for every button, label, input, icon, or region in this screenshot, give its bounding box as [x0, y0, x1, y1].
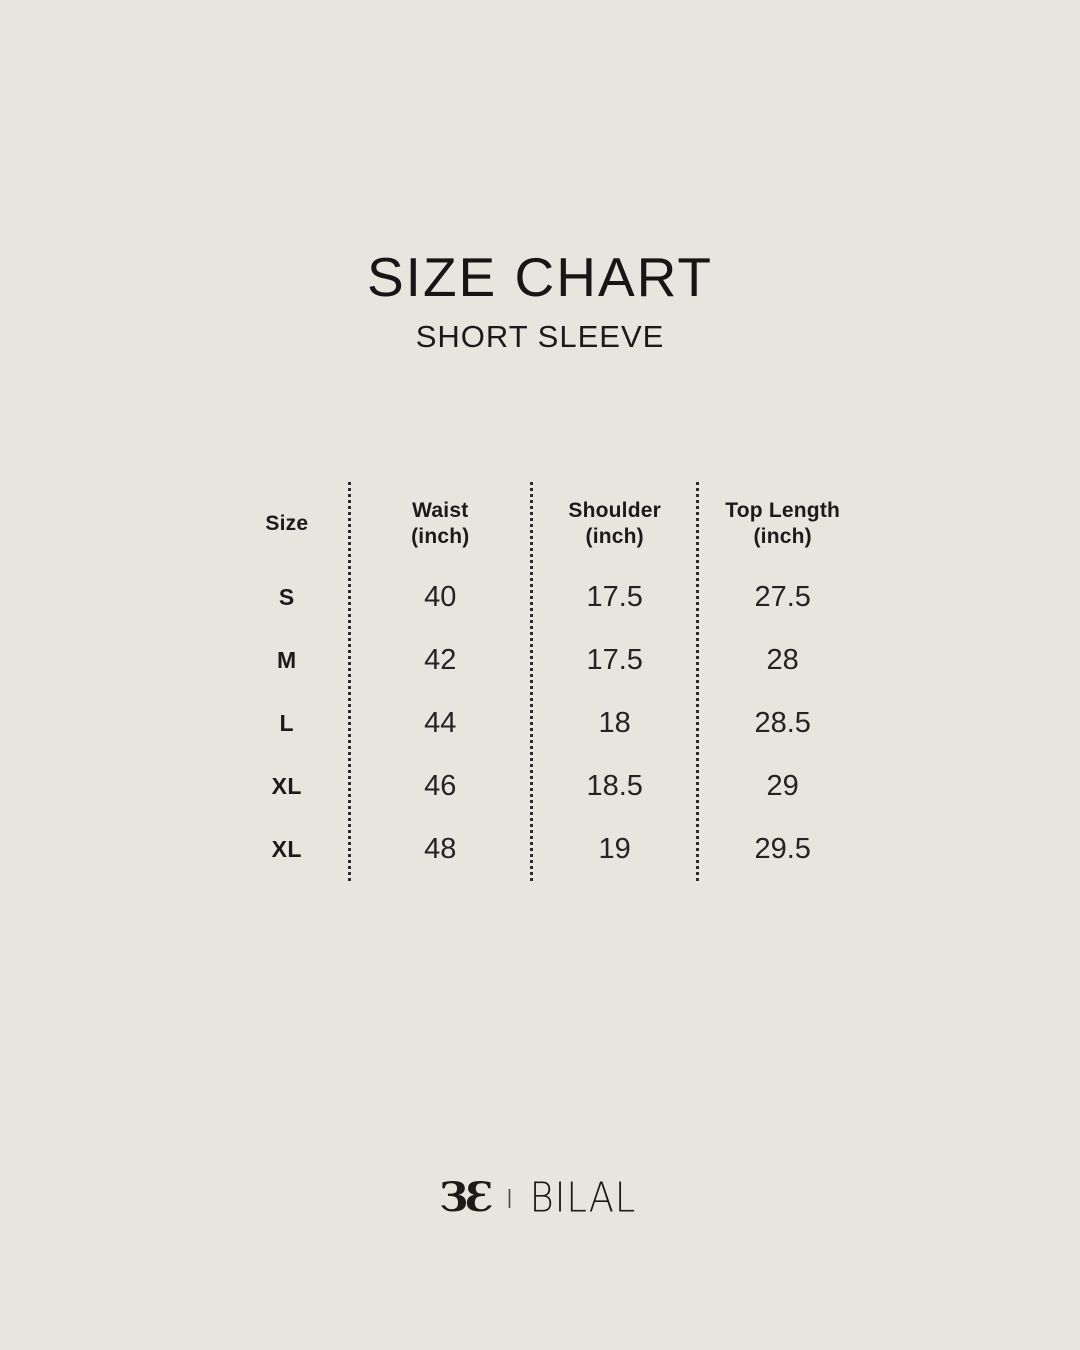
waist-value: 40 [424, 581, 457, 613]
brand-monogram-icon: Ɛ Ɛ [439, 1174, 494, 1221]
waist-value: 46 [424, 770, 457, 802]
top-length-value: 29.5 [754, 833, 811, 865]
waist-value: 48 [424, 833, 457, 865]
shoulder-value: 19 [598, 833, 631, 865]
column-header-unit: (inch) [753, 525, 812, 548]
column-waist [348, 482, 530, 881]
top-length-value: 29 [766, 770, 799, 802]
size-label: M [276, 647, 297, 673]
column-shoulder [530, 482, 696, 881]
size-label: XL [271, 836, 302, 862]
waist-value: 44 [424, 707, 457, 739]
logo-separator: | [506, 1187, 513, 1209]
shoulder-value: 18 [598, 707, 631, 739]
brand-footer [0, 1174, 1080, 1222]
title-block [0, 0, 1080, 352]
column-header-label: Waist [412, 499, 469, 522]
page-title: SIZE CHART [367, 246, 713, 308]
column-header-top-length [699, 482, 866, 566]
size-label: XL [271, 773, 302, 799]
column-header-label: Shoulder [568, 499, 661, 522]
size-label: S [278, 584, 295, 610]
page-subtitle: SHORT SLEEVE [415, 319, 665, 354]
column-header-label: Top Length [725, 499, 841, 522]
column-top-length [696, 482, 866, 881]
waist-value: 42 [424, 644, 457, 676]
top-length-value: 27.5 [754, 581, 811, 613]
size-table [226, 482, 866, 891]
brand-name: BILAL [529, 1174, 637, 1222]
top-length-value: 28 [766, 644, 799, 676]
shoulder-value: 18.5 [586, 770, 643, 802]
column-header-waist [351, 482, 530, 566]
shoulder-value: 17.5 [586, 644, 643, 676]
shoulder-value: 17.5 [586, 581, 643, 613]
column-header-unit: (inch) [411, 525, 470, 548]
size-label: L [279, 710, 295, 736]
column-header-label: Size [265, 512, 309, 535]
column-header-size [226, 482, 348, 566]
column-size [226, 482, 348, 881]
top-length-value: 28.5 [754, 707, 811, 739]
column-header-unit: (inch) [585, 525, 644, 548]
column-header-shoulder [533, 482, 696, 566]
